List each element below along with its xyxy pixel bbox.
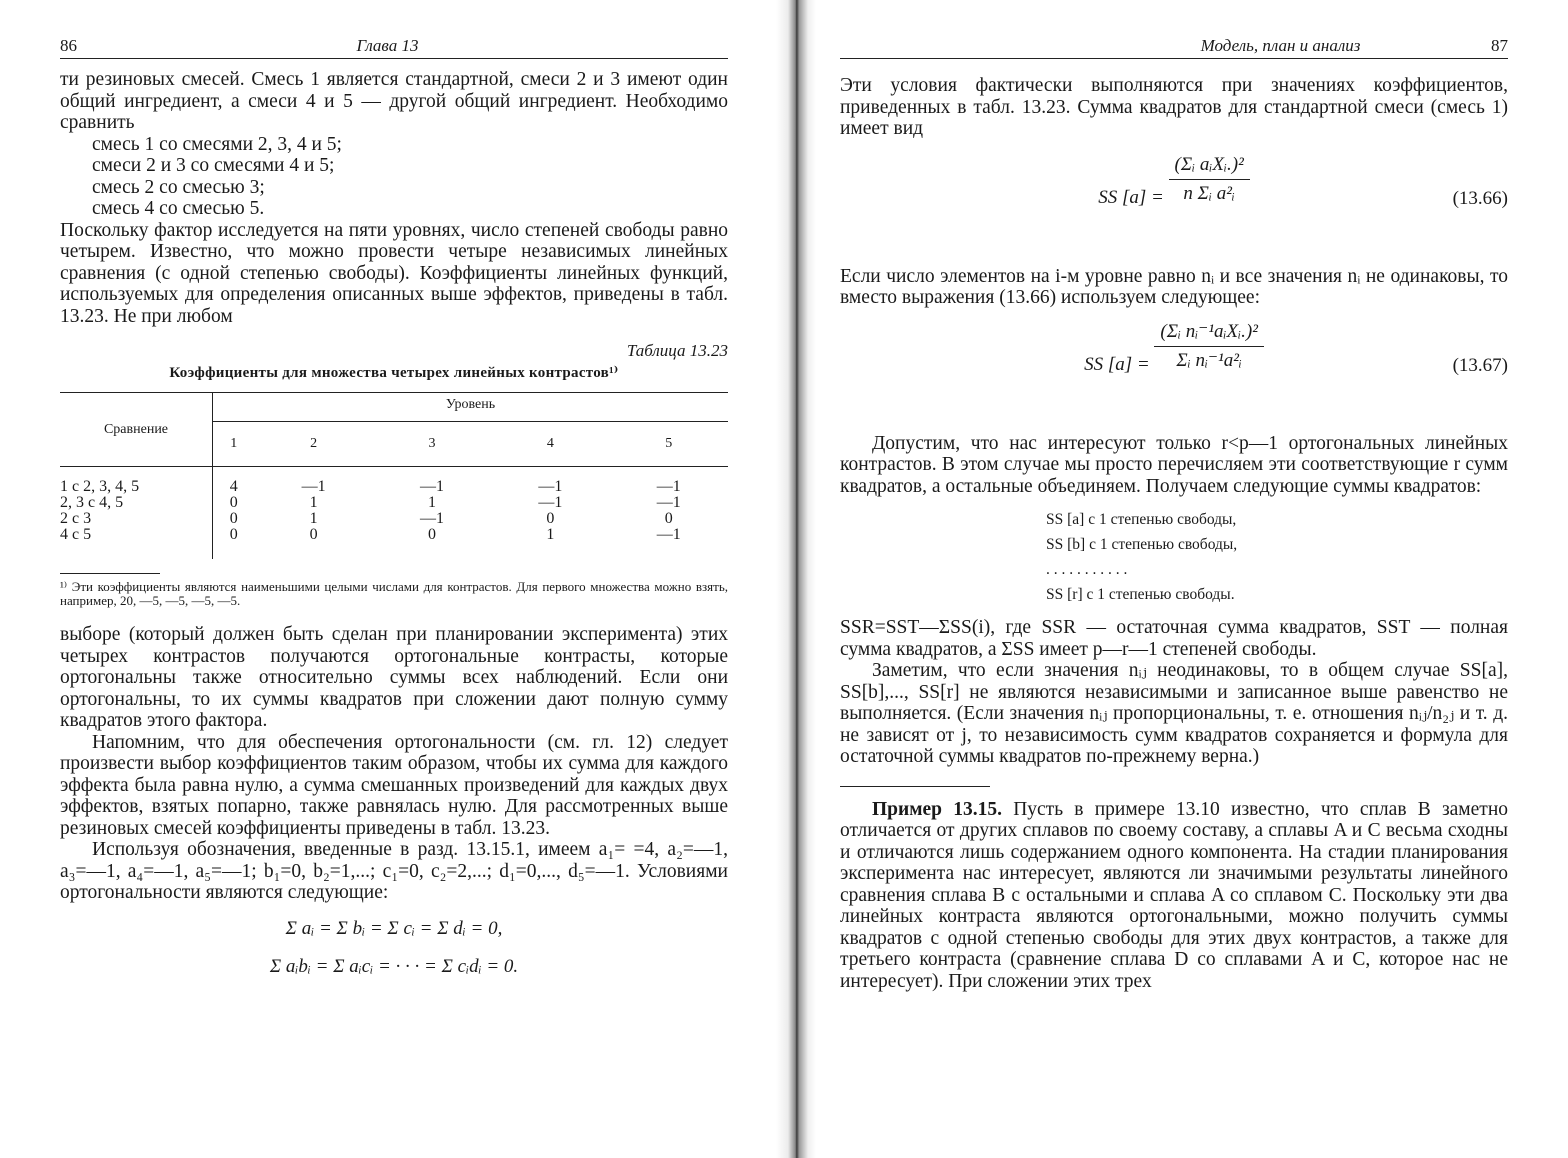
list-item: SS [b] с 1 степенью свободы, — [1046, 536, 1238, 553]
level-3: 3 — [428, 436, 436, 451]
level-1: 1 — [230, 436, 238, 451]
left-page — [60, 28, 728, 978]
eq67-numerator: (Σᵢ nᵢ⁻¹aᵢXᵢ.)² — [1154, 321, 1264, 347]
right-page — [840, 28, 1508, 992]
book-spine — [776, 0, 816, 1158]
equation-13-66: SS [a] = $\frac{\text{(Σᵢ aᵢXᵢ.)²}}{\text{n Σᵢ a²ᵢ}}$ (13.66) — [1098, 153, 1508, 209]
table-footnote: ¹⁾ Эти коэффициенты являются наименьшими целыми числами для контрастов. Для первого множества можно взять, например, 20, —5, —5, —5, —5. — [60, 579, 728, 608]
right-paragraph-5: Заметим, что если значения nᵢⱼ неодинаковы, то в общем случае SS[a], SS[b],..., SS[r] не являются независимыми и записанное выше равенство не выполняется. (Если значения nᵢⱼ пропорциональны, т. е. отношения nᵢⱼ/n₂ⱼ и т. д. не зависят от j, то независимость сумм квадратов сохраняется и формула для остаточной суммы квадратов по-прежнему верна.) — [840, 660, 1508, 767]
eq67-denominator: Σᵢ nᵢ⁻¹a²ᵢ — [1176, 349, 1242, 371]
left-paragraph-1: ти резиновых смесей. Смесь 1 является стандартной, смеси 2 и 3 имеют один общий ингредиент, а смеси 4 и 5 — другой общий ингредиент. Необходимо сравнить — [60, 69, 728, 133]
coefficients-table — [60, 392, 728, 559]
list-item: . . . . . . . . . . . — [1046, 561, 1128, 578]
list-item: смесь 2 со смесью 3; — [92, 176, 265, 198]
eq66-numerator: (Σᵢ aᵢXᵢ.)² — [1169, 154, 1250, 180]
example-label: Пример 13.15. — [872, 798, 1002, 820]
list-item: смеси 2 и 3 со смесями 4 и 5; — [92, 155, 335, 176]
right-paragraph-2: Если число элементов на i-м уровне равно nᵢ и все значения nᵢ не одинаковы, то вместо выражения (13.66) используем следующее: — [840, 265, 1508, 308]
table-row: 4 с 5 0 0 0 1 —1 — [60, 527, 728, 559]
left-paragraph-2: Поскольку фактор исследуется на пяти уровнях, число степеней свободы равно четырем. Известно, что можно провести четыре независимых линейных сравнения (с одной степенью свободы). Коэффициенты линейных функций, используемых для определения описанных выше эффектов, приведены в табл. 13.23. Не при любом — [60, 219, 728, 327]
orthogonality-equation-1: Σ aᵢ = Σ bᵢ = Σ cᵢ = Σ dᵢ = 0, — [285, 917, 503, 939]
right-paragraph-1: Эти условия фактически выполняются при значениях коэффициентов, приведенных в табл. 13.23. Сумма квадратов для стандартной смеси (смесь 1) имеет вид — [840, 75, 1508, 139]
orthogonality-equation-2: Σ aᵢbᵢ = Σ aᵢcᵢ = · · · = Σ cᵢdᵢ = 0. — [269, 955, 519, 977]
level-4: 4 — [546, 436, 554, 451]
example-text: Пусть в примере 13.10 известно, что сплав B заметно отличается от других сплавов по своему составу, а сплавы A и C весьма сходны и отличаются лишь содержанием одного компонента. На стадии планирования эксперимента нас интересует, являются ли значимыми результаты линейного сравнения сплава B с остальными и сплава A со сплавом C. Поскольку эти два линейных контраста являются ортогональными, можно получить суммы квадратов с одной степенью свободы для этих двух контрастов, а также для третьего контраста (сравнение сплава D со сплавами A и C, которое нас не интересует). При сложении этих трех — [840, 798, 1508, 992]
list-item: смесь 4 со смесью 5. — [92, 198, 265, 219]
table-title: Коэффициенты для множества четырех линейных контрастов¹⁾ — [169, 365, 619, 381]
list-item: SS [a] с 1 степенью свободы, — [1046, 511, 1237, 528]
left-running-head — [60, 28, 728, 59]
table-caption: Таблица 13.23 — [626, 341, 728, 360]
right-running-head — [840, 28, 1508, 59]
list-item: SS [r] с 1 степенью свободы. — [1046, 586, 1235, 603]
left-paragraph-3: выборе (который должен быть сделан при планировании эксперимента) этих четырех контрастов получаются ортогональные контрасты, которые ортогональны также относительно суммы всех наблюдений. Если они ортогональны, то их суммы квадратов при сложении дают полную сумму квадратов этого фактора. — [60, 624, 728, 731]
comparison-list — [60, 134, 728, 220]
left-paragraph-5: Используя обозначения, введенные в разд. 13.15.1, имеем a₁= =4, a₂=—1, a₃=—1, a₄=—1, a₅=—1; b₁=0, b₂=1,...; c₁=0, c₂=2,...; d₁=0,..., d₅=—1. Условиями ортогональности являются следующие: — [60, 839, 728, 903]
right-page-number: 87 — [1491, 36, 1508, 55]
list-item: смесь 1 со смесями 2, 3, 4 и 5; — [92, 133, 342, 155]
right-paragraph-3: Допустим, что нас интересуют только r<p—1 ортогональных линейных контрастов. В этом случае мы просто перечисляем эти соответствующие r сумм квадратов, а остальные объединяем. Получаем следующие суммы квадратов: — [840, 432, 1508, 497]
table-row: 2, 3 с 4, 5 0 1 1 —1 —1 — [60, 494, 681, 511]
equation-13-67: SS [a] = $\frac{\text{(Σᵢ nᵢ⁻¹aᵢXᵢ.)²}}{\text{Σᵢ nᵢ⁻¹a²ᵢ}}$ (13.67) — [1084, 320, 1508, 376]
left-page-number: 86 — [60, 36, 77, 55]
level-header: Уровень — [213, 393, 729, 422]
left-running-title: Глава 13 — [356, 36, 419, 55]
example-13-15 — [840, 799, 1508, 993]
right-running-title: Модель, план и анализ — [1200, 36, 1361, 55]
left-paragraph-4: Напомним, что для обеспечения ортогональности (см. гл. 12) следует произвести выбор коэффициентов таким образом, чтобы их сумма для каждого эффекта была равна нулю, а сумма смешанных произведений для каждых двух эффектов, взятых попарно, также равнялась нулю. Для рассмотренных выше резиновых смесей коэффициенты приведены в табл. 13.23. — [60, 731, 728, 839]
compare-header: Сравнение — [60, 393, 213, 467]
table-row: 1 с 2, 3, 4, 5 4 —1 —1 —1 —1 — [60, 467, 728, 496]
equation-number-13-66: (13.66) — [1452, 187, 1508, 209]
table-row: 2 с 3 0 1 —1 0 0 — [60, 510, 673, 527]
example-rule — [840, 786, 990, 787]
level-2: 2 — [310, 436, 318, 451]
equation-number-13-67: (13.67) — [1452, 354, 1508, 376]
footnote-rule — [60, 573, 160, 574]
sum-of-squares-list — [840, 507, 1508, 607]
right-paragraph-4: SSR=SST—ΣSS(i), где SSR — остаточная сумма квадратов, SST — полная сумма квадратов, а ΣSS имеет p—r—1 степеней свободы. — [840, 617, 1508, 660]
level-5: 5 — [665, 436, 673, 451]
eq66-denominator: n Σᵢ a²ᵢ — [1183, 182, 1235, 204]
